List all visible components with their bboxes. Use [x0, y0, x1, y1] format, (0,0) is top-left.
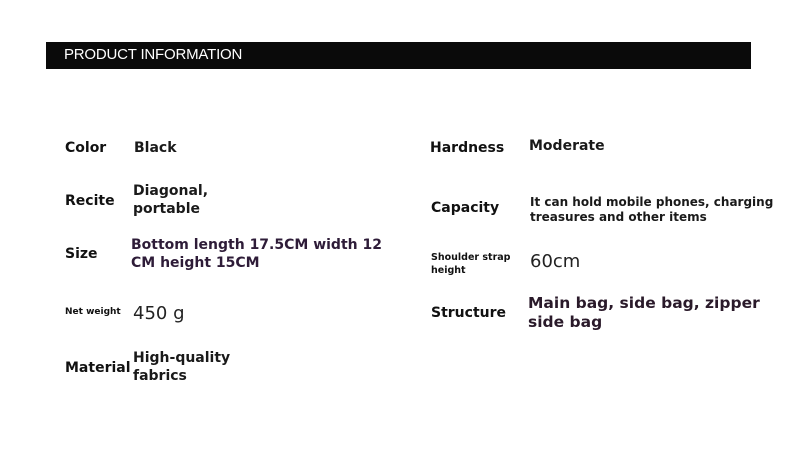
material-value — [133, 349, 230, 385]
recite-value-line2: portable — [133, 201, 200, 217]
size-label: Size — [65, 246, 98, 262]
recite-label: Recite — [65, 193, 115, 209]
structure-label: Structure — [431, 305, 507, 321]
net-weight-label: Net weight — [65, 307, 121, 317]
hardness-value: Moderate — [529, 138, 605, 154]
structure-value-line1: Main bag, side bag, zipper — [528, 294, 760, 312]
shoulder-strap-label — [431, 251, 510, 277]
color-label: Color — [65, 140, 107, 156]
recite-value — [133, 182, 208, 218]
capacity-value-line2: treasures and other items — [530, 210, 707, 224]
hardness-label: Hardness — [430, 140, 505, 156]
material-value-line1: High-quality — [133, 350, 231, 366]
net-weight-value: 450 g — [133, 303, 185, 324]
shoulder-strap-value: 60cm — [530, 251, 581, 272]
material-value-line2: fabrics — [133, 368, 187, 384]
size-value-line1: Bottom length 17.5CM width 12 — [131, 237, 382, 253]
size-value-line2: CM height 15CM — [131, 255, 260, 271]
structure-value — [528, 294, 760, 332]
header-bar — [46, 42, 751, 69]
recite-value-line1: Diagonal, — [133, 183, 209, 199]
capacity-value — [530, 195, 773, 225]
capacity-label: Capacity — [431, 200, 500, 216]
structure-value-line2: side bag — [528, 313, 603, 331]
capacity-value-line1: It can hold mobile phones, charging — [530, 195, 774, 209]
header-title: PRODUCT INFORMATION — [64, 46, 243, 63]
size-value — [131, 236, 382, 272]
material-label: Material — [65, 360, 131, 376]
shoulder-strap-label-line1: Shoulder strap — [431, 252, 511, 263]
color-value: Black — [134, 140, 177, 156]
shoulder-strap-label-line2: height — [431, 265, 466, 276]
